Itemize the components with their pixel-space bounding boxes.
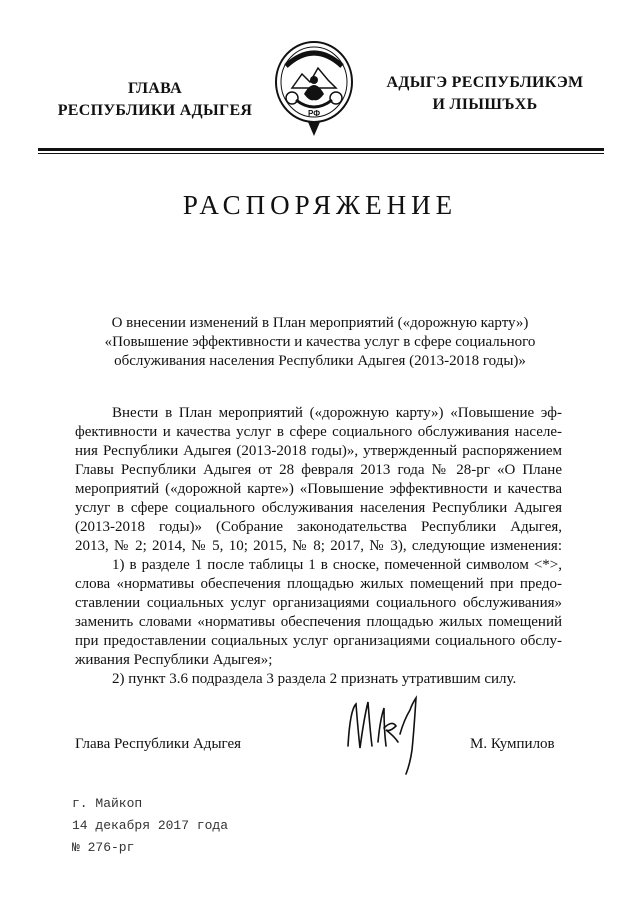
body-line: 1) в разделе 1 после таблицы 1 в сноске, помеченной символом <*>,: [112, 557, 562, 573]
header-left-line1: ГЛАВА: [128, 80, 182, 97]
coat-of-arms-emblem: [272, 36, 356, 140]
document-title: РАСПОРЯЖЕНИЕ: [182, 190, 458, 220]
body-line: фективности и качества услуг в сфере социального обслуживания населе-: [75, 424, 562, 440]
body-line: заменить словами «нормативы обеспечения площадью жилых помещений: [75, 614, 562, 630]
signature-title: Глава Республики Адыгея: [75, 736, 242, 752]
body-line: мероприятий («дорожной карте») «Повышение эффективности и качества: [75, 481, 562, 497]
header-left-line2: РЕСПУБЛИКИ АДЫГЕЯ: [57, 102, 253, 119]
header-right-line2: И ЛІЫШЪХЬ: [432, 96, 538, 113]
subject-line: О внесении изменений в План мероприятий («дорожную карту»): [111, 315, 529, 331]
header-rule-thin: [38, 153, 604, 154]
header-left-block: [40, 78, 270, 122]
body-line: живания Республики Адыгея»;: [75, 652, 273, 668]
body-line: (2013-2018 годы)» (Собрание законодательства Республики Адыгея,: [75, 519, 562, 535]
handwritten-signature: [340, 690, 435, 780]
body-line: при предоставлении социальных услуг организациями социального обслу-: [75, 633, 562, 649]
subject-line: «Повышение эффективности и качества услуг в сфере социального: [104, 334, 536, 350]
body-line: 2013, № 2; 2014, № 5, 10; 2015, № 8; 2017, № 3), следующие изменения:: [75, 538, 562, 554]
body-line: 2) пункт 3.6 подраздела 3 раздела 2 признать утратившим силу.: [112, 671, 517, 687]
header-rule-thick: [38, 148, 604, 151]
footer-number: № 276-рг: [72, 840, 135, 855]
body-line: Внести в План мероприятий («дорожную карту») «Повышение эф-: [112, 405, 562, 421]
signatory-name: М. Кумпилов: [470, 736, 555, 752]
emblem-label: РФ: [307, 109, 321, 118]
body-line: Главы Республики Адыгея от 28 февраля 2013 года № 28-рг «О Плане: [75, 462, 562, 478]
subject-line: обслуживания населения Республики Адыгея (2013-2018 годы)»: [114, 353, 526, 369]
body-line: услуг в сфере социального обслуживания населения Республики Адыгея: [75, 500, 562, 516]
body-line: ния Республики Адыгея (2013-2018 годы)», утвержденный распоряжением: [75, 443, 562, 459]
body-line: слова «нормативы обеспечения площадью жилых помещений при предо-: [75, 576, 562, 592]
header-right-line1: АДЫГЭ РЕСПУБЛИКЭМ: [386, 74, 584, 91]
footer-date: 14 декабря 2017 года: [72, 818, 229, 833]
header-right-block: [375, 72, 595, 116]
body-line: ставлении социальных услуг организациями социального обслуживания»: [75, 595, 562, 611]
footer-city: г. Майкоп: [72, 796, 143, 811]
